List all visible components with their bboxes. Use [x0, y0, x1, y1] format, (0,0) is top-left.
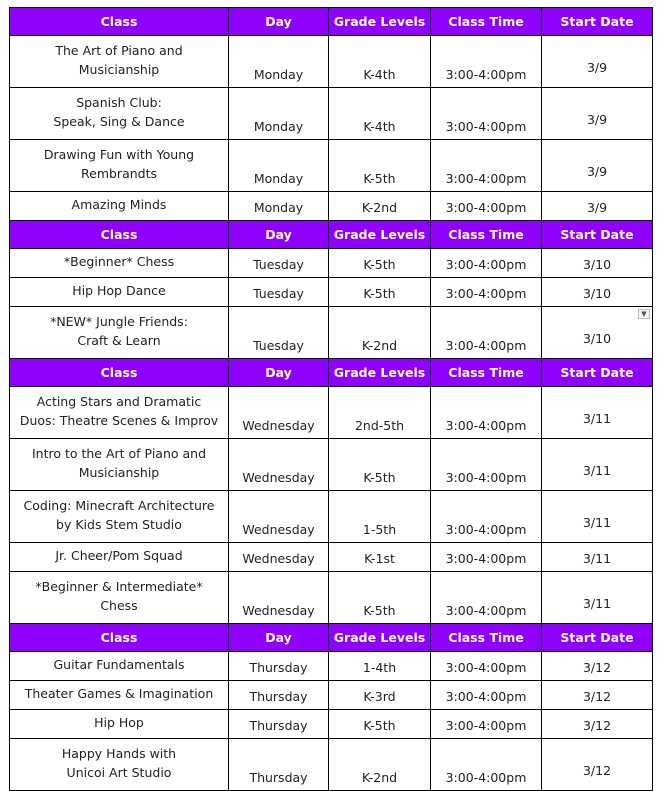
class-name-line: *Beginner & Intermediate*: [35, 579, 203, 594]
class-time-cell: 3:00-4:00pm: [431, 192, 542, 221]
day-cell: Monday: [229, 36, 329, 88]
table-row: [10, 249, 653, 278]
grade-levels-cell: K-5th: [329, 249, 431, 278]
section-header-row: [10, 221, 653, 249]
class-time-cell: 3:00-4:00pm: [431, 307, 542, 359]
class-name-line: Hip Hop: [94, 715, 144, 730]
table-row: [10, 491, 653, 543]
day-cell: Monday: [229, 192, 329, 221]
start-date-cell: [542, 249, 653, 278]
class-name-line: Musicianship: [78, 465, 160, 480]
table-row: [10, 192, 653, 221]
class-name-cell: [10, 739, 229, 791]
header-class-time: Class Time: [431, 221, 542, 249]
start-date-cell: [542, 681, 653, 710]
class-name-cell: [10, 278, 229, 307]
grade-levels-cell: K-5th: [329, 140, 431, 192]
header-grade-levels: Grade Levels: [329, 221, 431, 249]
class-name-cell: [10, 710, 229, 739]
day-cell: Thursday: [229, 652, 329, 681]
class-name-line: Rembrandts: [81, 166, 157, 181]
class-name-line: Coding: Minecraft Architecture: [23, 498, 215, 513]
table-row: [10, 652, 653, 681]
class-name-line: Theater Games & Imagination: [24, 686, 214, 701]
class-name-line: *NEW* Jungle Friends:: [50, 314, 188, 329]
grade-levels-cell: K-1st: [329, 543, 431, 572]
start-date-value: 3/11: [582, 515, 612, 530]
section-header-row: [10, 624, 653, 652]
class-time-cell: 3:00-4:00pm: [431, 36, 542, 88]
day-cell: Wednesday: [229, 439, 329, 491]
grade-levels-cell: K-4th: [329, 88, 431, 140]
day-cell: Tuesday: [229, 249, 329, 278]
class-time-cell: 3:00-4:00pm: [431, 278, 542, 307]
class-name-line: Amazing Minds: [71, 197, 167, 212]
start-date-value: 3/10: [582, 286, 612, 301]
class-name-line: Intro to the Art of Piano and: [31, 446, 207, 461]
start-date-cell: [542, 36, 653, 88]
class-name-cell: [10, 652, 229, 681]
grade-levels-cell: 2nd-5th: [329, 387, 431, 439]
class-name-cell: [10, 140, 229, 192]
table-row: [10, 572, 653, 624]
grade-levels-cell: K-5th: [329, 278, 431, 307]
header-class: Class: [10, 221, 229, 249]
grade-levels-cell: K-4th: [329, 36, 431, 88]
class-name-cell: [10, 572, 229, 624]
start-date-value: 3/11: [582, 411, 612, 426]
class-time-cell: 3:00-4:00pm: [431, 543, 542, 572]
class-time-cell: 3:00-4:00pm: [431, 140, 542, 192]
table-row: [10, 36, 653, 88]
grade-levels-cell: K-5th: [329, 439, 431, 491]
class-name-line: by Kids Stem Studio: [56, 517, 182, 532]
start-date-value: 3/11: [582, 463, 612, 478]
grade-levels-cell: K-2nd: [329, 192, 431, 221]
header-grade-levels: Grade Levels: [329, 359, 431, 387]
start-date-cell: [542, 439, 653, 491]
class-time-cell: 3:00-4:00pm: [431, 681, 542, 710]
table-row: [10, 739, 653, 791]
class-name-cell: [10, 543, 229, 572]
header-start-date: Start Date: [542, 624, 653, 652]
table-row: [10, 307, 653, 359]
class-time-cell: 3:00-4:00pm: [431, 249, 542, 278]
class-name-cell: [10, 249, 229, 278]
table-row: [10, 543, 653, 572]
class-name-cell: [10, 439, 229, 491]
start-date-value: 3/12: [582, 660, 612, 675]
class-name-line: Musicianship: [78, 62, 160, 77]
day-cell: Monday: [229, 88, 329, 140]
class-time-cell: 3:00-4:00pm: [431, 739, 542, 791]
class-name-line: Acting Stars and Dramatic: [36, 394, 202, 409]
class-name-cell: [10, 491, 229, 543]
day-cell: Tuesday: [229, 307, 329, 359]
header-day: Day: [229, 359, 329, 387]
header-class-time: Class Time: [431, 8, 542, 36]
section-header-row: [10, 8, 653, 36]
day-cell: Thursday: [229, 710, 329, 739]
class-name-line: Speak, Sing & Dance: [53, 114, 185, 129]
section-header-row: [10, 359, 653, 387]
class-name-cell: [10, 307, 229, 359]
table-row: [10, 439, 653, 491]
class-time-cell: 3:00-4:00pm: [431, 491, 542, 543]
start-date-cell: [542, 88, 653, 140]
header-day: Day: [229, 221, 329, 249]
grade-levels-cell: K-5th: [329, 710, 431, 739]
start-date-value: 3/10: [582, 257, 612, 272]
start-date-cell: [542, 278, 653, 307]
grade-levels-cell: K-5th: [329, 572, 431, 624]
day-cell: Tuesday: [229, 278, 329, 307]
grade-levels-cell: K-3rd: [329, 681, 431, 710]
start-date-cell: [542, 739, 653, 791]
class-name-line: Spanish Club:: [76, 95, 162, 110]
class-name-line: Chess: [100, 598, 138, 613]
start-date-value: 3/12: [582, 689, 612, 704]
day-cell: Monday: [229, 140, 329, 192]
start-date-value: 3/11: [582, 596, 612, 611]
grade-levels-cell: 1-4th: [329, 652, 431, 681]
start-date-value: 3/9: [586, 60, 608, 75]
class-name-line: Guitar Fundamentals: [53, 657, 185, 672]
table-row: [10, 278, 653, 307]
schedule-body: [10, 8, 653, 791]
start-date-cell: [542, 543, 653, 572]
start-date-cell: [542, 572, 653, 624]
class-time-cell: 3:00-4:00pm: [431, 710, 542, 739]
header-grade-levels: Grade Levels: [329, 8, 431, 36]
header-start-date: Start Date: [542, 8, 653, 36]
start-date-cell: [542, 387, 653, 439]
start-date-cell: [542, 710, 653, 739]
grade-levels-cell: K-2nd: [329, 739, 431, 791]
class-name-line: Happy Hands with: [61, 746, 177, 761]
start-date-value: 3/12: [582, 718, 612, 733]
class-time-cell: 3:00-4:00pm: [431, 387, 542, 439]
header-grade-levels: Grade Levels: [329, 624, 431, 652]
start-date-value: 3/9: [586, 200, 608, 215]
header-class-time: Class Time: [431, 624, 542, 652]
class-name-cell: [10, 36, 229, 88]
table-row: [10, 140, 653, 192]
class-name-line: Duos: Theatre Scenes & Improv: [19, 413, 219, 428]
day-cell: Wednesday: [229, 543, 329, 572]
class-name-cell: [10, 387, 229, 439]
day-cell: Wednesday: [229, 387, 329, 439]
header-class: Class: [10, 359, 229, 387]
class-name-line: Craft & Learn: [77, 333, 161, 348]
table-row: [10, 710, 653, 739]
class-schedule-table: [9, 7, 653, 791]
table-row: [10, 387, 653, 439]
day-cell: Wednesday: [229, 572, 329, 624]
day-cell: Thursday: [229, 739, 329, 791]
start-date-value: 3/12: [582, 763, 612, 778]
start-date-value: 3/9: [586, 164, 608, 179]
class-name-line: Jr. Cheer/Pom Squad: [55, 548, 183, 563]
header-class: Class: [10, 624, 229, 652]
class-name-line: *Beginner* Chess: [63, 254, 175, 269]
start-date-value: 3/11: [582, 551, 612, 566]
start-date-cell: [542, 491, 653, 543]
class-name-line: The Art of Piano and: [55, 43, 183, 58]
day-cell: Thursday: [229, 681, 329, 710]
table-row: [10, 681, 653, 710]
header-start-date: Start Date: [542, 221, 653, 249]
header-start-date: Start Date: [542, 359, 653, 387]
class-time-cell: 3:00-4:00pm: [431, 572, 542, 624]
class-name-line: Hip Hop Dance: [72, 283, 166, 298]
class-name-cell: [10, 192, 229, 221]
class-name-cell: [10, 681, 229, 710]
grade-levels-cell: 1-5th: [329, 491, 431, 543]
class-name-line: Drawing Fun with Young: [43, 147, 195, 162]
header-day: Day: [229, 624, 329, 652]
start-date-cell: [542, 307, 653, 359]
start-date-cell: [542, 652, 653, 681]
class-time-cell: 3:00-4:00pm: [431, 439, 542, 491]
header-class: Class: [10, 8, 229, 36]
chevron-down-icon[interactable]: ▼: [638, 309, 650, 319]
table-row: [10, 88, 653, 140]
start-date-cell: [542, 140, 653, 192]
grade-levels-cell: K-2nd: [329, 307, 431, 359]
start-date-cell: [542, 192, 653, 221]
class-name-cell: [10, 88, 229, 140]
class-time-cell: 3:00-4:00pm: [431, 88, 542, 140]
class-name-line: Unicoi Art Studio: [66, 765, 172, 780]
header-class-time: Class Time: [431, 359, 542, 387]
day-cell: Wednesday: [229, 491, 329, 543]
start-date-value: 3/10: [582, 331, 612, 346]
header-day: Day: [229, 8, 329, 36]
class-time-cell: 3:00-4:00pm: [431, 652, 542, 681]
start-date-value: 3/9: [586, 112, 608, 127]
